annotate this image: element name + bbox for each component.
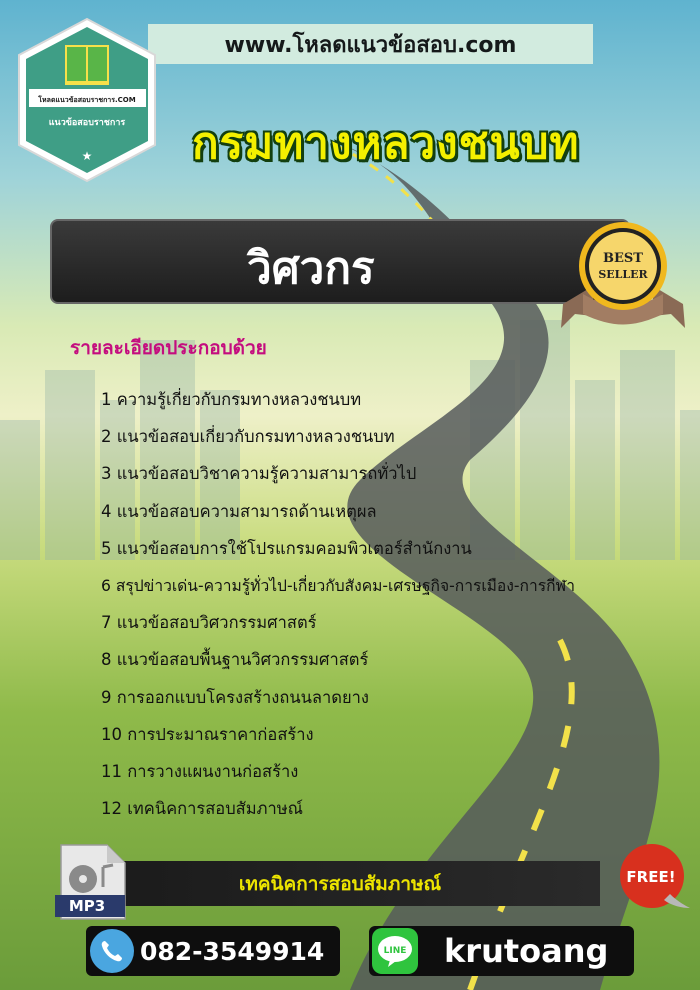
position-title: วิศวกร bbox=[247, 243, 375, 294]
badge-line1: BEST bbox=[603, 251, 643, 266]
contents-heading: รายละเอียดประกอบด้วย bbox=[70, 337, 267, 359]
mp3-label: MP3 bbox=[68, 897, 106, 915]
star-icon: ★ bbox=[81, 149, 93, 163]
line-id: krutoang bbox=[444, 932, 609, 970]
free-badge bbox=[612, 842, 692, 912]
department-title: กรมทางหลวงชนบท bbox=[192, 118, 580, 169]
phone-icon bbox=[90, 929, 134, 973]
website-banner bbox=[148, 24, 593, 64]
list-item: 11 การวางแผนงานก่อสร้าง bbox=[101, 761, 299, 781]
list-item: 12 เทคนิคการสอบสัมภาษณ์ bbox=[101, 799, 303, 819]
book-icon bbox=[65, 45, 109, 85]
free-label: FREE! bbox=[626, 868, 676, 886]
list-item: 7 แนวข้อสอบวิศวกรรมศาสตร์ bbox=[101, 613, 317, 633]
logo-top-text: โหลดแนวข้อสอบราชการ.COM bbox=[38, 96, 136, 104]
list-item: 2 แนวข้อสอบเกี่ยวกับกรมทางหลวงชนบท bbox=[101, 427, 395, 447]
website-url: www.โหลดแนวข้อสอบ.com bbox=[224, 32, 517, 58]
interview-banner-text: เทคนิคการสอบสัมภาษณ์ bbox=[238, 872, 442, 895]
line-icon bbox=[372, 928, 418, 974]
line-label: LINE bbox=[383, 946, 407, 956]
list-item: 8 แนวข้อสอบพื้นฐานวิศวกรรมศาสตร์ bbox=[101, 650, 369, 670]
line-contact[interactable] bbox=[369, 926, 634, 976]
list-item: 6 สรุปข่าวเด่น-ความรู้ทั่วไป-เกี่ยวกับสังคม-เศรษฐกิจ-การเมือง-การกีฬา bbox=[101, 576, 575, 595]
mp3-file-icon bbox=[55, 843, 133, 921]
interview-banner bbox=[80, 861, 600, 906]
list-item: 10 การประมาณราคาก่อสร้าง bbox=[101, 724, 314, 744]
phone-number: 082-3549914 bbox=[140, 936, 325, 966]
list-item: 5 แนวข้อสอบการใช้โปรแกรมคอมพิวเตอร์สำนักงาน bbox=[101, 538, 472, 558]
best-seller-badge bbox=[553, 216, 693, 331]
position-banner bbox=[50, 219, 630, 304]
list-item: 4 แนวข้อสอบความสามารถด้านเหตุผล bbox=[101, 501, 377, 521]
phone-contact[interactable] bbox=[86, 926, 340, 976]
logo-bottom-text: แนวข้อสอบราชการ bbox=[48, 118, 126, 128]
list-item: 3 แนวข้อสอบวิชาความรู้ความสามารถทั่วไป bbox=[101, 464, 417, 484]
contents-list bbox=[101, 386, 575, 832]
badge-line2: SELLER bbox=[598, 268, 648, 281]
logo-shield bbox=[15, 15, 160, 185]
list-item: 9 การออกแบบโครงสร้างถนนลาดยาง bbox=[101, 687, 369, 707]
list-item: 1 ความรู้เกี่ยวกับกรมทางหลวงชนบท bbox=[101, 390, 362, 409]
